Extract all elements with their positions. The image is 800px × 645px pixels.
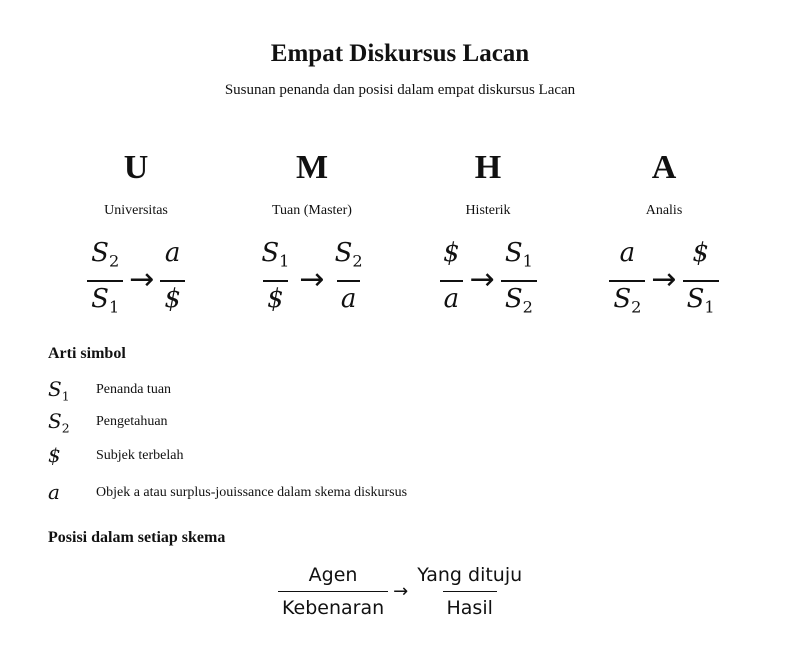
legend-symbol: $S_2$ [48, 408, 70, 436]
discourse-name: Analis [645, 203, 683, 218]
product-symbol: $S_1$ [683, 280, 719, 323]
left-fraction [609, 238, 645, 322]
discourse-letter: M [295, 149, 329, 186]
legend-item [48, 378, 171, 402]
positions-title: Posisi dalam setiap skema [48, 529, 226, 546]
discourse-formula [388, 237, 588, 320]
page-title: Empat Diskursus Lacan [270, 40, 530, 67]
agent-symbol: $S_1$ [261, 237, 290, 271]
truth-symbol: a [440, 280, 464, 323]
other-symbol: $ [692, 237, 709, 268]
other-symbol: a [164, 237, 181, 268]
left-fraction [278, 563, 388, 620]
position-other: Yang dituju [417, 564, 523, 586]
discourse-formula [36, 237, 236, 320]
discourse-tuan [212, 148, 412, 320]
right-fraction [413, 563, 526, 620]
agent-symbol: a [619, 237, 636, 268]
legend-item [48, 444, 183, 468]
discourse-letter: A [651, 149, 677, 186]
discourse-name: Histerik [465, 203, 511, 218]
other-symbol: $S_2$ [334, 237, 363, 271]
right-fraction [160, 238, 185, 322]
legend-symbol: $ [48, 442, 61, 467]
agent-symbol: $S_2$ [91, 237, 120, 271]
truth-symbol: $S_1$ [87, 280, 123, 323]
arrow-icon: → [469, 262, 495, 297]
discourse-letter: H [474, 149, 502, 186]
legend-item [48, 410, 168, 434]
right-fraction [683, 238, 719, 322]
legend-title: Arti simbol [48, 345, 126, 362]
legend-item [48, 481, 407, 505]
position-product: Hasil [443, 591, 497, 620]
legend-symbol: a [48, 479, 60, 504]
position-schema [278, 563, 526, 620]
discourse-name: Tuan (Master) [272, 203, 352, 218]
position-truth: Kebenaran [278, 591, 388, 620]
discourse-formula [564, 237, 764, 320]
legend-desc: Pengetahuan [96, 414, 168, 429]
legend-desc: Subjek terbelah [96, 448, 184, 463]
discourse-name: Universitas [104, 203, 168, 218]
arrow-icon: → [299, 262, 325, 297]
discourse-letter: U [123, 149, 149, 186]
arrow-icon: → [393, 580, 409, 602]
right-fraction [331, 238, 367, 322]
discourse-histerik [388, 148, 588, 320]
truth-symbol: $S_2$ [609, 280, 645, 323]
discourse-analis [564, 148, 764, 320]
truth-symbol: $ [263, 280, 288, 323]
arrow-icon: → [651, 262, 677, 297]
page-subtitle: Susunan penanda dan posisi dalam empat diskursus Lacan [224, 82, 576, 98]
position-agent: Agen [308, 564, 358, 586]
legend-desc: Objek a atau surplus-jouissance dalam skema diskursus [96, 485, 408, 500]
left-fraction [257, 238, 293, 322]
agent-symbol: $ [443, 237, 460, 268]
product-symbol: a [337, 280, 361, 323]
legend-symbol: $S_1$ [48, 376, 70, 404]
arrow-icon: → [129, 262, 155, 297]
right-fraction [501, 238, 537, 322]
left-fraction [87, 238, 123, 322]
other-symbol: $S_1$ [504, 237, 533, 271]
legend-desc: Penanda tuan [96, 382, 172, 397]
product-symbol: $S_2$ [501, 280, 537, 323]
discourse-formula [212, 237, 412, 320]
left-fraction [439, 238, 464, 322]
discourse-universitas [36, 148, 236, 320]
product-symbol: $ [160, 280, 185, 323]
